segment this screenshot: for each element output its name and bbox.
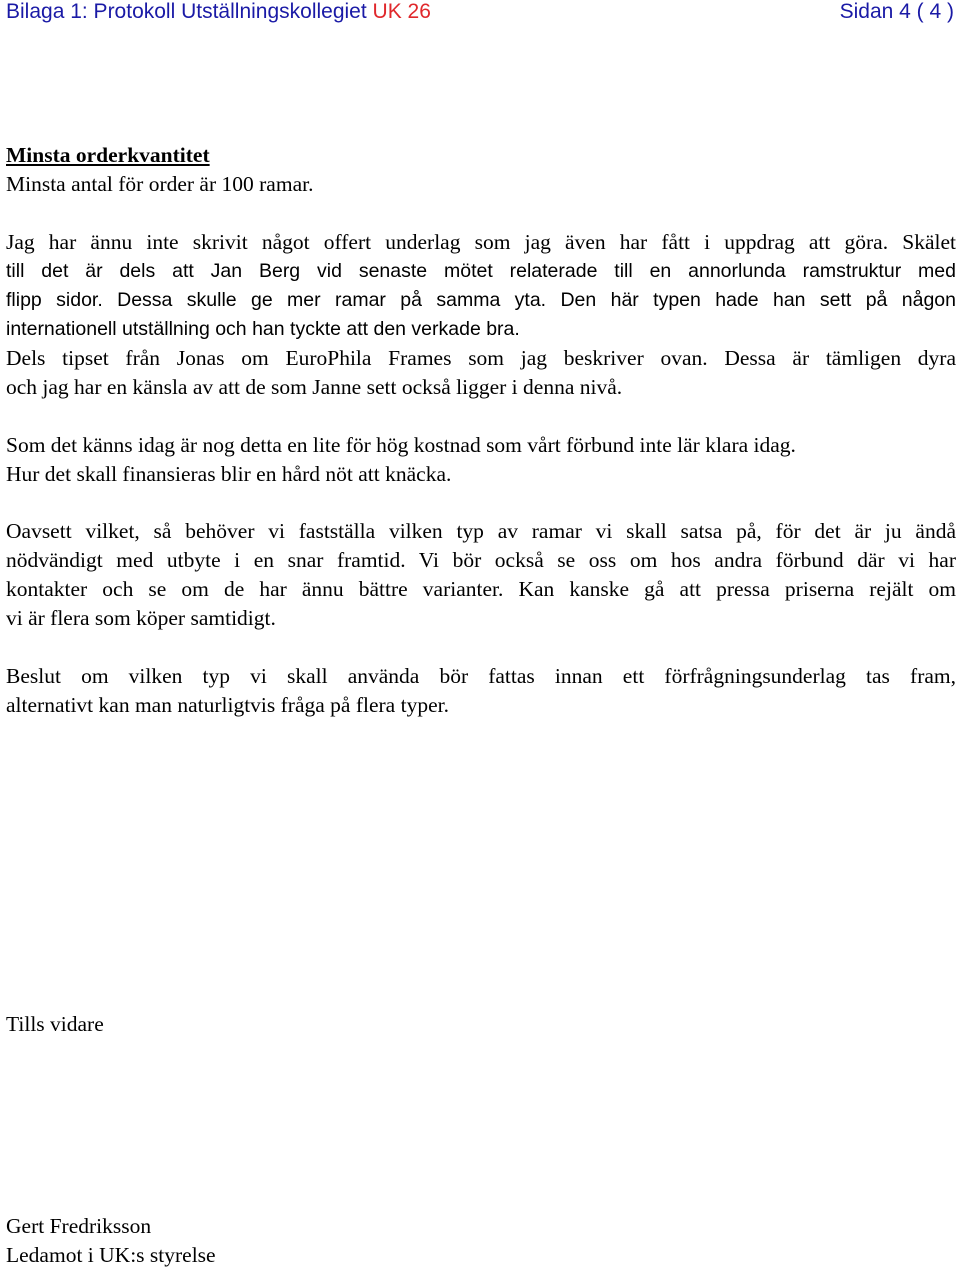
signature-role: Ledamot i UK:s styrelse <box>6 1243 216 1267</box>
page-header <box>6 0 954 26</box>
paragraph-line: nödvändigt med utbyte i en snar framtid. Vi bör också se oss om hos andra förbund där vi har <box>6 548 956 572</box>
paragraph-2 <box>6 431 956 489</box>
paragraph-line: kontakter och se om de har ännu bättre varianter. Kan kanske gå att pressa priserna rejält om <box>6 577 956 601</box>
header-title-main: Bilaga 1: Protokoll Utställningskollegiet <box>6 0 367 23</box>
page-number: Sidan 4 ( 4 ) <box>839 0 954 23</box>
header-title-accent: UK 26 <box>372 0 431 23</box>
paragraph-line: till det är dels att Jan Berg vid senaste mötet relaterade till en annorlunda ramstruktur med <box>6 260 956 282</box>
section-line: Minsta antal för order är 100 ramar. <box>6 172 314 196</box>
signature-name: Gert Fredriksson <box>6 1214 152 1238</box>
section-heading: Minsta orderkvantitet <box>6 143 210 167</box>
paragraph-line: Oavsett vilket, så behöver vi fastställa vilken typ av ramar vi skall satsa på, för det är ju ändå <box>6 519 956 543</box>
paragraph-line: vi är flera som köper samtidigt. <box>6 606 276 630</box>
paragraph-line: och jag har en känsla av att de som Janne sett också ligger i denna nivå. <box>6 375 623 399</box>
paragraph-line: flipp sidor. Dessa skulle ge mer ramar på samma yta. Den här typen hade han sett på någon <box>6 289 956 311</box>
paragraph-4 <box>6 662 956 720</box>
paragraph-line: Hur det skall finansieras blir en hård nöt att knäcka. <box>6 462 452 486</box>
paragraph-line: internationell utställning och han tyckte att den verkade bra. <box>6 318 520 340</box>
paragraph-line: Dels tipset från Jonas om EuroPhila Frames som jag beskriver ovan. Dessa är tämligen dyra <box>6 346 956 370</box>
closing-line <box>6 1010 956 1039</box>
signature-block <box>6 1212 956 1270</box>
paragraph-1 <box>6 228 956 402</box>
paragraph-line: Som det känns idag är nog detta en lite för hög kostnad som vårt förbund inte lär klara idag. <box>6 433 796 457</box>
header-title <box>6 0 431 24</box>
paragraph-3 <box>6 517 956 633</box>
paragraph-line: Jag har ännu inte skrivit något offert underlag som jag även har fått i uppdrag att göra. Skälet <box>6 230 956 254</box>
paragraph-line: alternativt kan man naturligtvis fråga på flera typer. <box>6 693 449 717</box>
section-minsta-orderkvantitet <box>6 141 956 199</box>
closing-text: Tills vidare <box>6 1012 104 1036</box>
paragraph-line: Beslut om vilken typ vi skall använda bör fattas innan ett förfrågningsunderlag tas fram, <box>6 664 956 688</box>
